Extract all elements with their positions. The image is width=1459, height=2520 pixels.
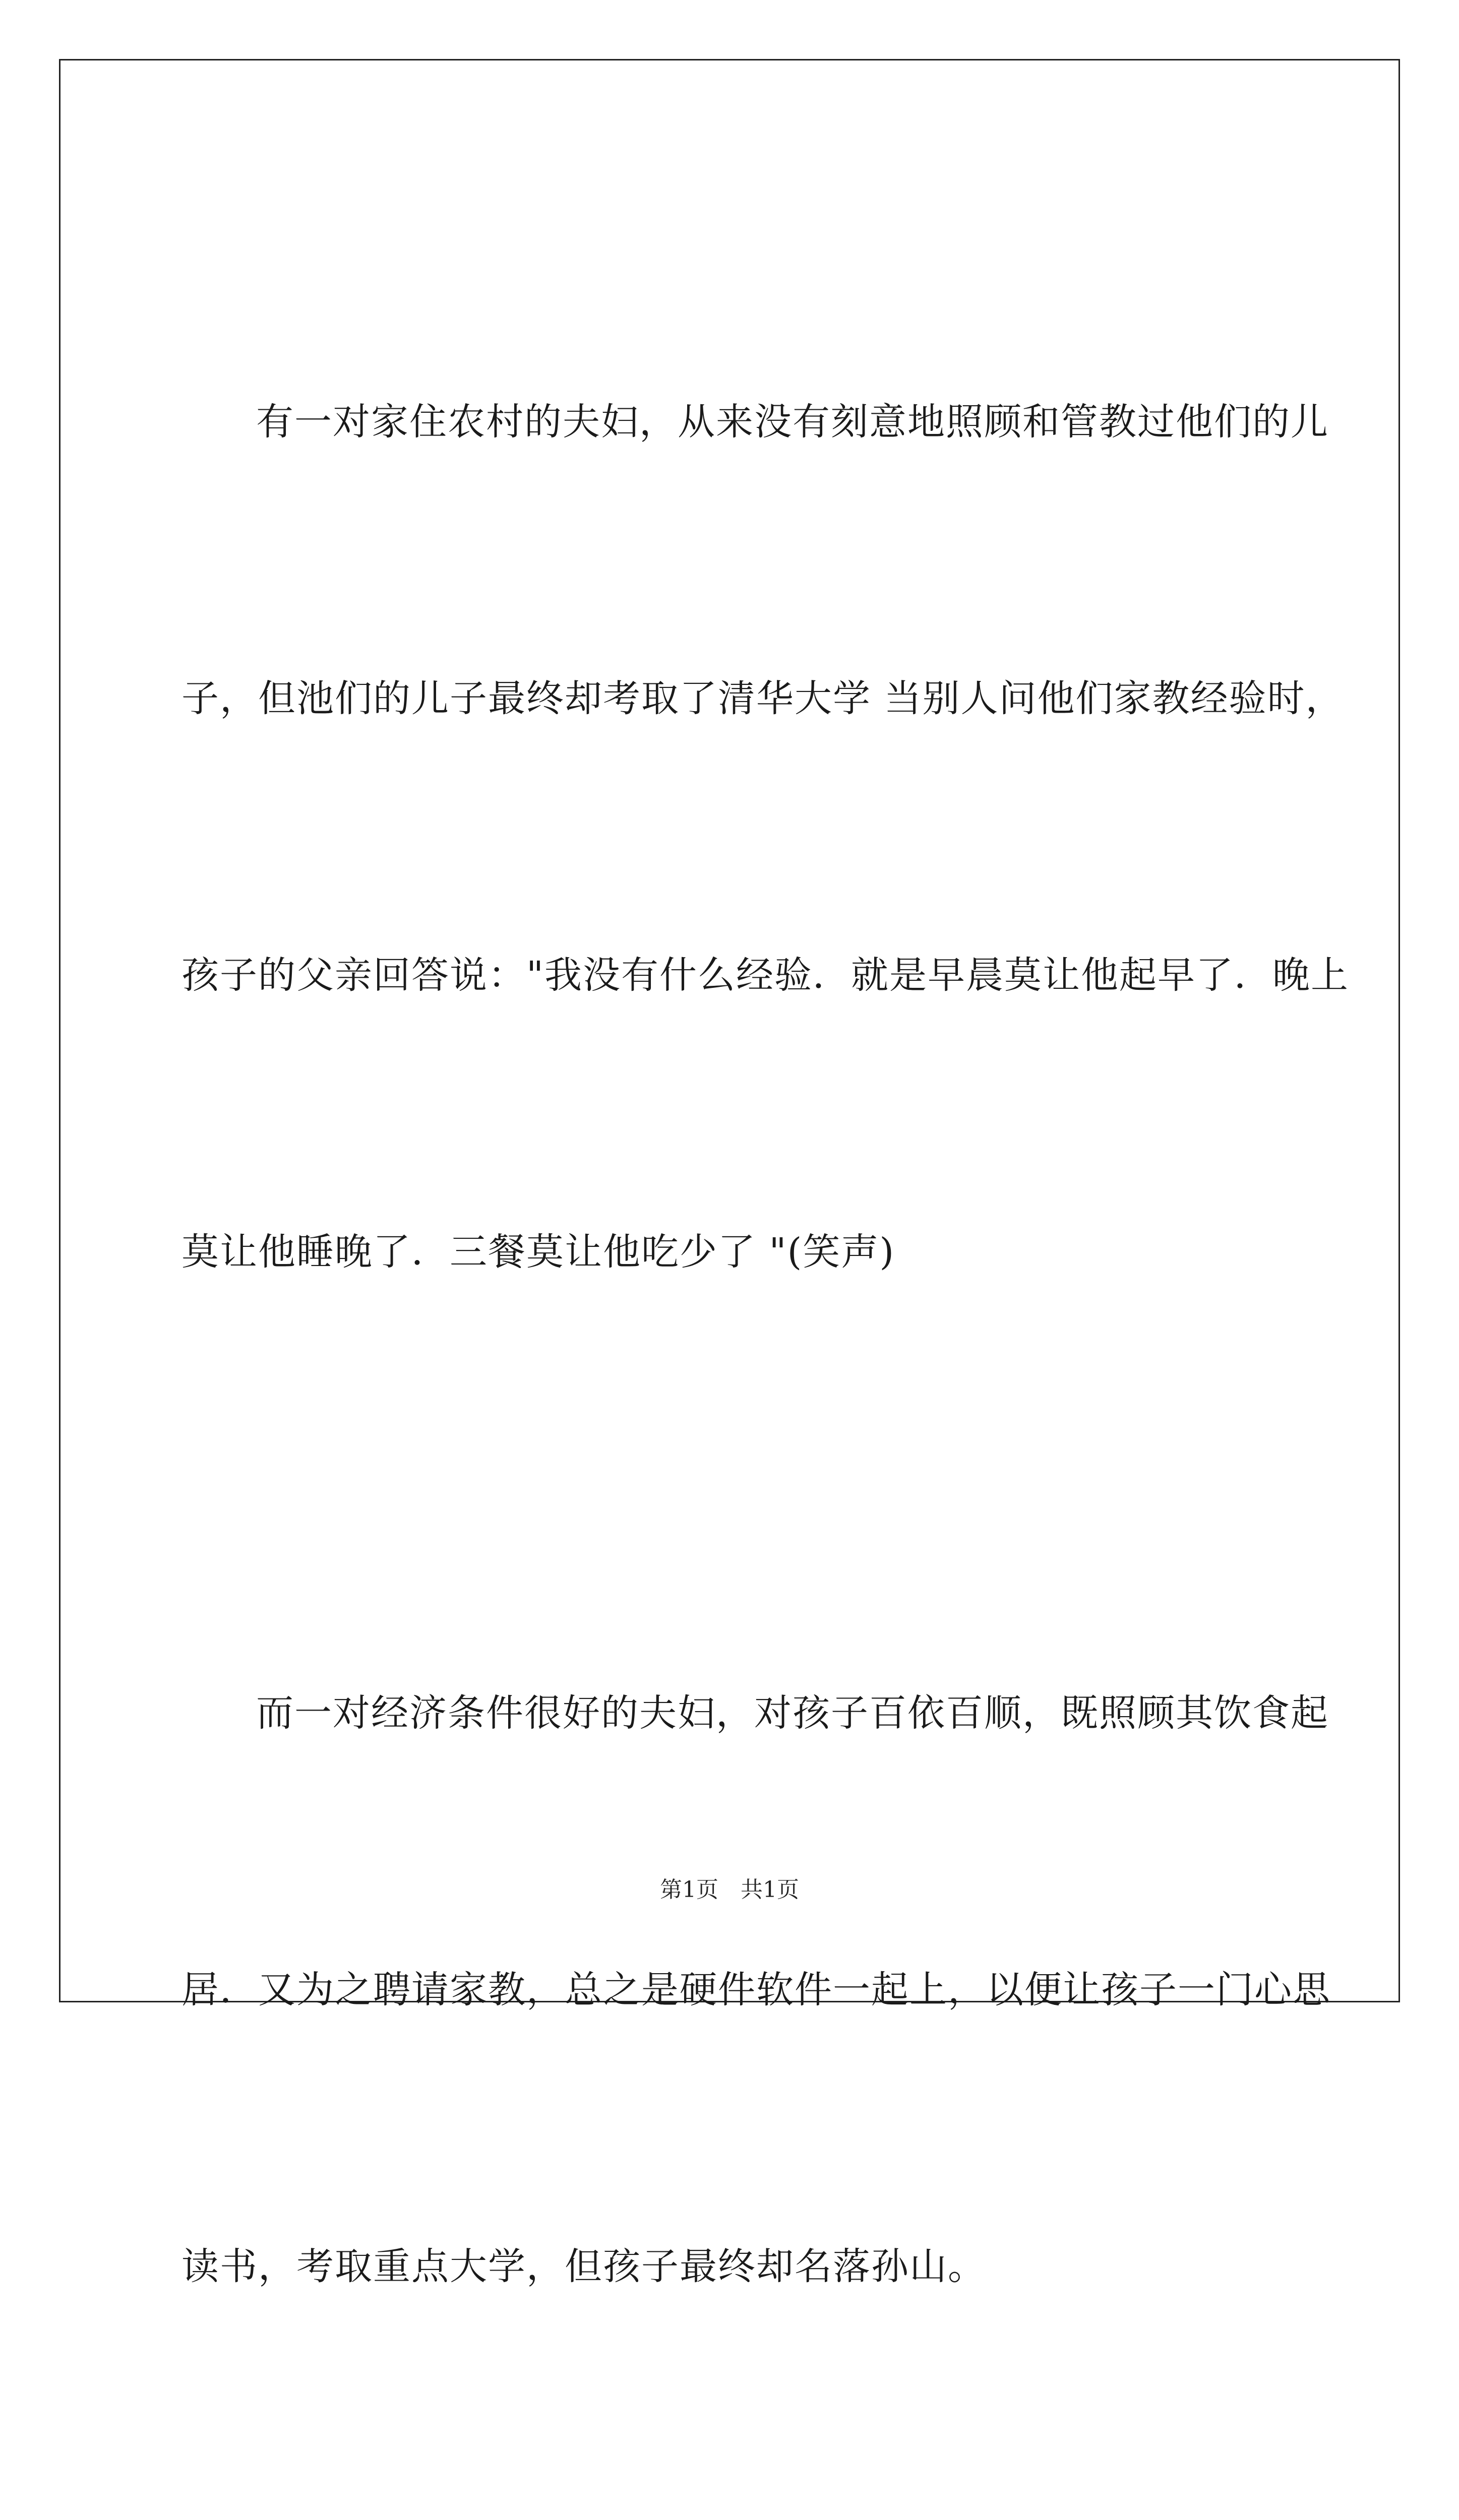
text-line: 读书，考取重点大学，但孩子最终却名落孙山。 (181, 2245, 986, 2288)
page-number: 第1页 共1页 (660, 1877, 799, 1903)
text-line: 而一对经济条件很好的夫妇，对孩子百依百顺，既照顾其饮食起 (256, 1691, 1329, 1735)
text-line: 有一对家住农村的夫妇，从来没有刻意地照顾和管教过他们的儿 (256, 400, 1329, 444)
text-line: 孩子的父亲回答说："我没有什么经验．就是早晨莫让他起早了．晚上 (181, 954, 1350, 997)
text-line: 莫让他睡晚了．三餐莫让他吃少了 "(笑声) (181, 1230, 895, 1274)
document-body (181, 192, 1350, 2520)
paragraph-3 (181, 2497, 1326, 2520)
page-footer (0, 1875, 1459, 1905)
paragraph-1 (181, 192, 1350, 1483)
text-line: 子，但池们的儿子最终却考取了清华大学 当别人问他们家教经验时， (181, 677, 1344, 720)
text-line: 居．又为之聘请家教，总之是硬件软件一起上，以便让孩子一门心思 (181, 1968, 1331, 2011)
paragraph-2 (181, 1483, 1331, 2497)
